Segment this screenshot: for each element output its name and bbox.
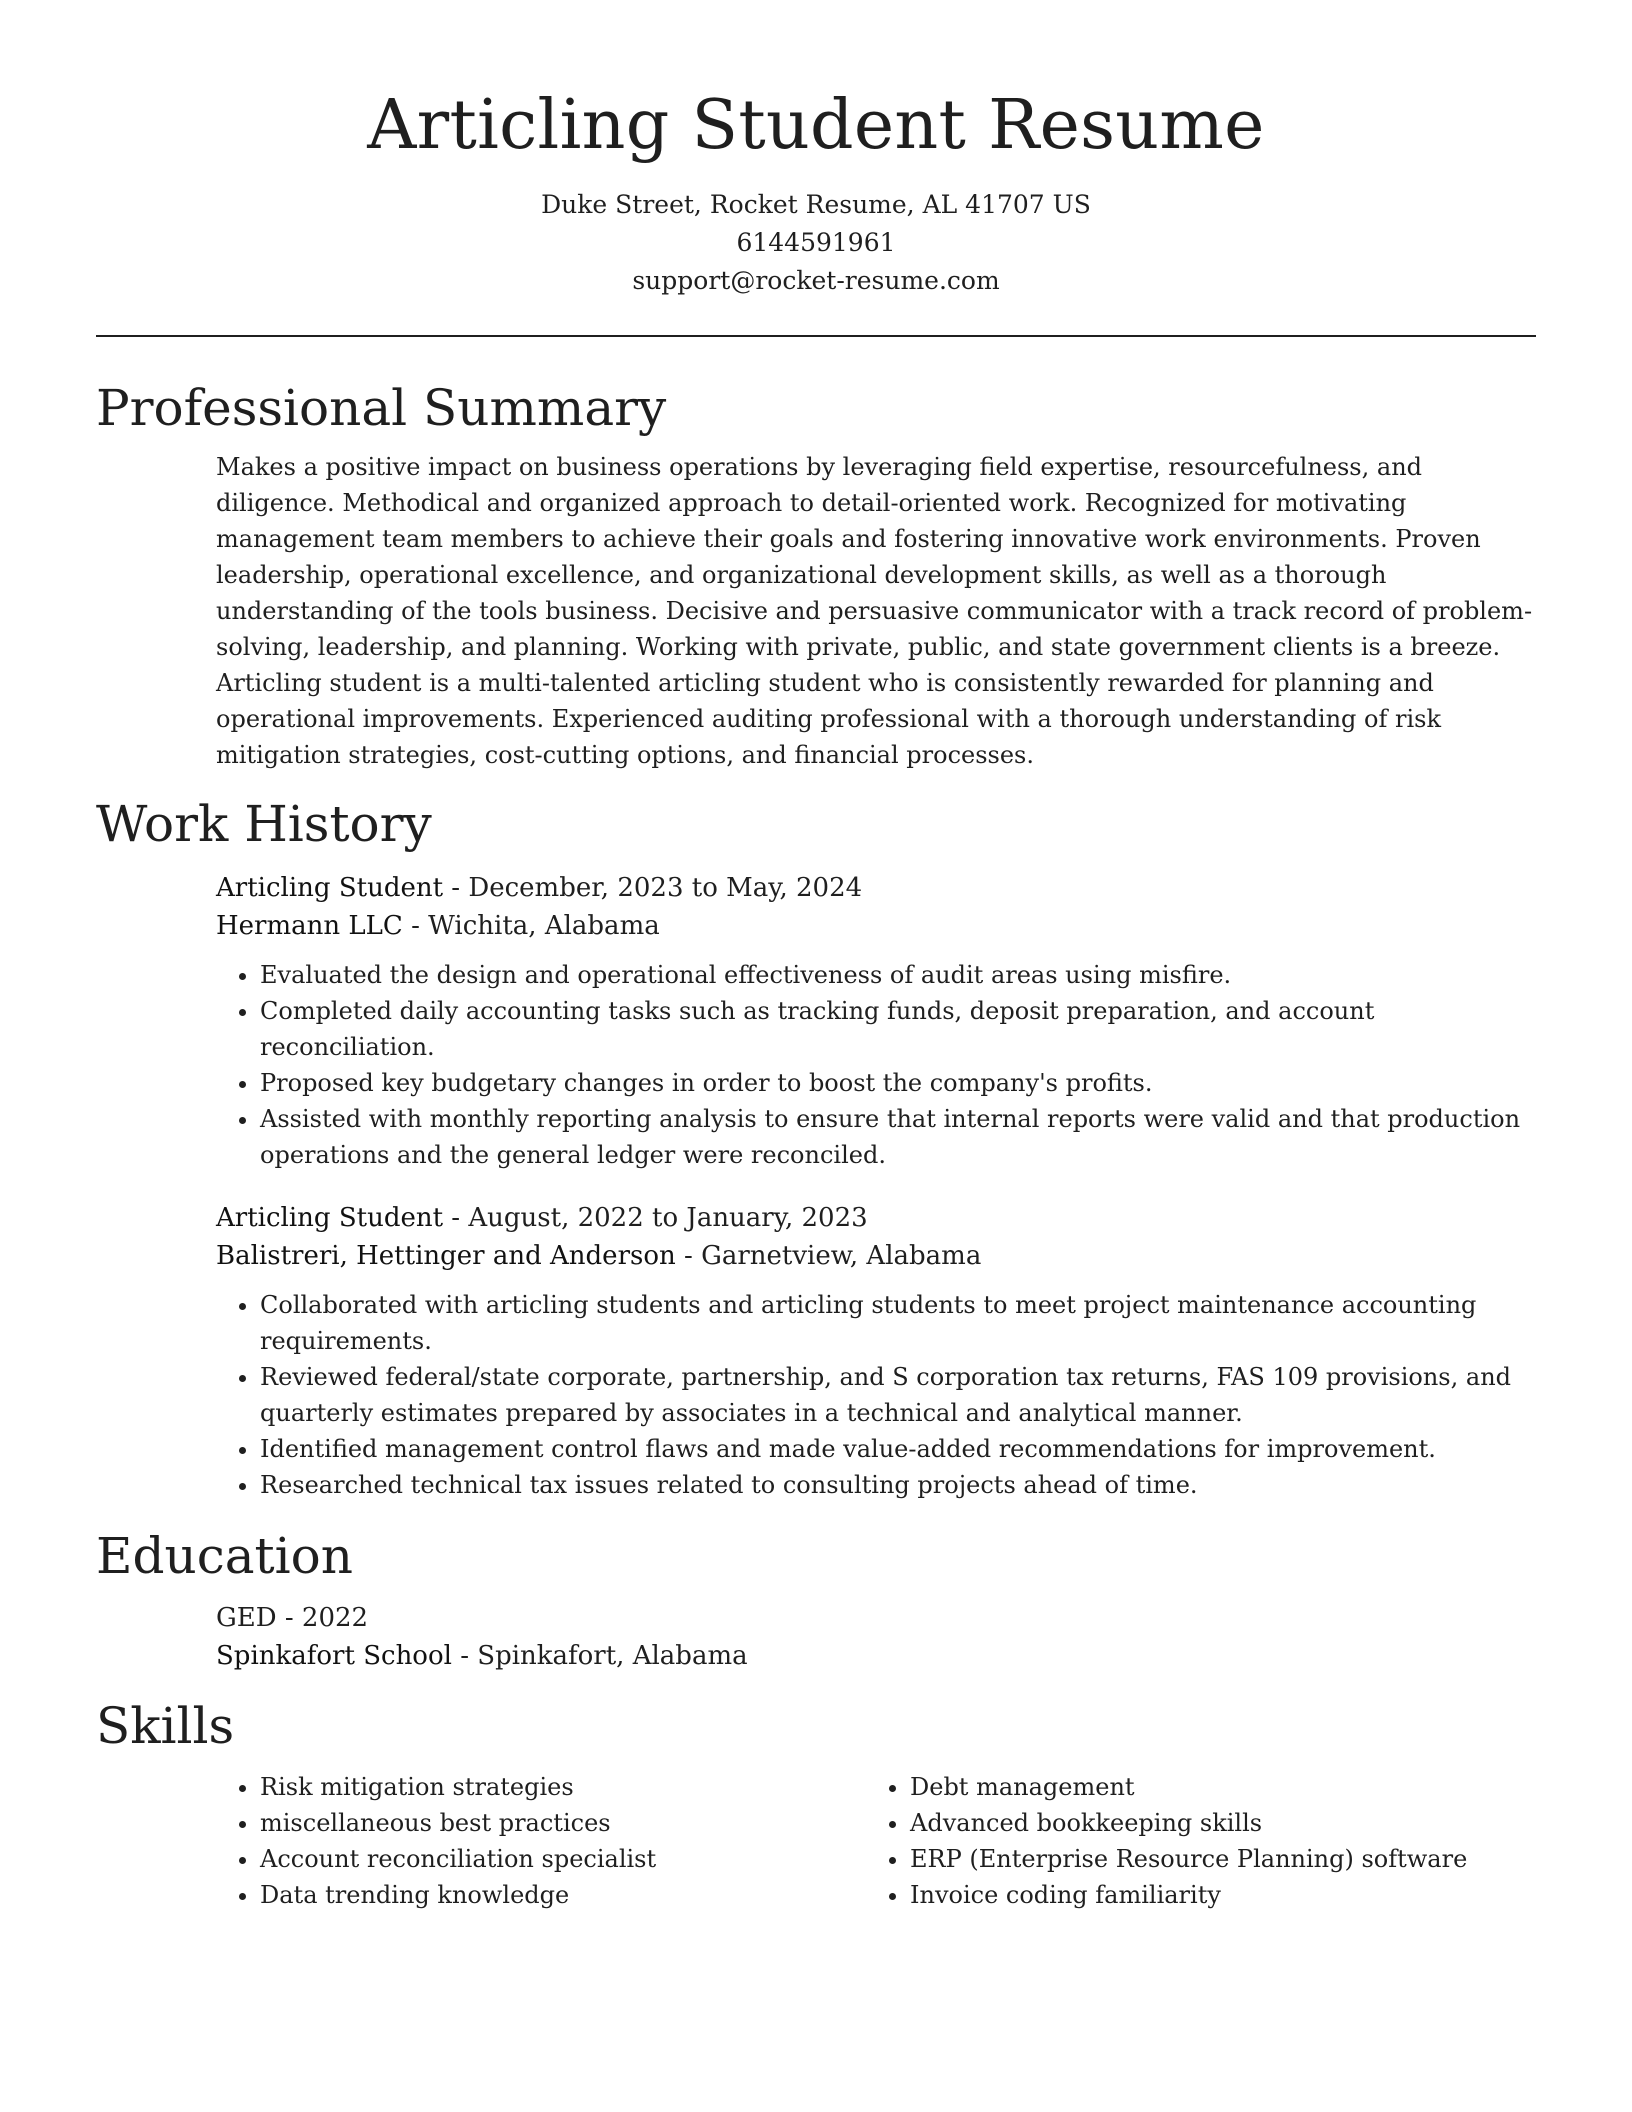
education-school: Spinkafort School <box>216 1641 452 1671</box>
summary-text: Makes a positive impact on business operations by leveraging field expertise, resourcefulness, and diligence. Methodical and organized approach to detail-oriented work. Recognized for motivating management team members to achieve their goals and fostering innovative work environments. Proven leadership, operational excellence, and organizational development skills, as well as a thorough understanding of the tools business. Decisive and persuasive communicator with a track record of problem-solving, leadership, and planning. Working with private, public, and state government clients is a breeze. Articling student is a multi-talented articling student who is consistently rewarded for planning and operational improvements. Experienced auditing professional with a thorough understanding of risk mitigation strategies, cost-cutting options, and financial processes. <box>216 453 1533 769</box>
job-role-line <box>216 1199 1536 1237</box>
skills-column-right <box>866 1769 1516 1913</box>
section-title-education: Education <box>96 1527 353 1585</box>
list-item: • Evaluated the design and operational effectiveness of audit areas using misfire. <box>260 957 1536 993</box>
job-dates: - August, 2022 to January, 2023 <box>443 1203 868 1233</box>
contact-address: Duke Street, Rocket Resume, AL 41707 US <box>541 190 1091 219</box>
job-company: Balistreri, Hettinger and Anderson <box>216 1241 676 1271</box>
skills-columns <box>216 1769 1536 1913</box>
job-role-line <box>216 869 1536 907</box>
list-item: • Collaborated with articling students and articling students to meet project maintenance accounting requirements. <box>260 1287 1536 1359</box>
list-item: • Completed daily accounting tasks such as tracking funds, deposit preparation, and account reconciliation. <box>260 993 1536 1065</box>
skill-item: • miscellaneous best practices <box>260 1805 866 1841</box>
skills-body <box>96 1769 1536 1913</box>
skills-list <box>866 1769 1516 1913</box>
list-item: • Identified management control flaws and made value-added recommendations for improvement. <box>260 1431 1536 1467</box>
contact-block <box>96 186 1536 300</box>
skill-item: • Advanced bookkeeping skills <box>910 1805 1516 1841</box>
job-dates: - December, 2023 to May, 2024 <box>443 873 863 903</box>
list-item: • Researched technical tax issues related to consulting projects ahead of time. <box>260 1467 1536 1503</box>
job-bullets <box>216 957 1536 1173</box>
education-body <box>96 1599 1536 1675</box>
skill-item: • ERP (Enterprise Resource Planning) software <box>910 1841 1516 1877</box>
section-title-work-history: Work History <box>96 795 432 853</box>
contact-email: support@rocket-resume.com <box>632 266 1000 295</box>
list-item: • Proposed key budgetary changes in order to boost the company's profits. <box>260 1065 1536 1101</box>
skill-item: • Invoice coding familiarity <box>910 1877 1516 1913</box>
job-company: Hermann LLC <box>216 911 403 941</box>
resume-header <box>96 82 1536 300</box>
section-title-skills: Skills <box>96 1697 235 1755</box>
education-school-line <box>216 1637 1536 1675</box>
skill-item: • Data trending knowledge <box>260 1877 866 1913</box>
skill-item: • Account reconciliation specialist <box>260 1841 866 1877</box>
list-item: • Reviewed federal/state corporate, partnership, and S corporation tax returns, FAS 109 provisions, and quarterly estimates prepared by associates in a technical and analytical manner. <box>260 1359 1536 1431</box>
list-item: • Assisted with monthly reporting analysis to ensure that internal reports were valid and that production operations and the general ledger were reconciled. <box>260 1101 1536 1173</box>
job-bullets <box>216 1287 1536 1503</box>
skills-list <box>216 1769 866 1913</box>
skills-column-left <box>216 1769 866 1913</box>
section-title-summary: Professional Summary <box>96 379 667 437</box>
resume-title: Articling Student Resume <box>367 86 1265 165</box>
job-entry <box>216 869 1536 1173</box>
job-location: - Wichita, Alabama <box>402 911 660 941</box>
job-location: - Garnetview, Alabama <box>675 1241 982 1271</box>
job-company-line <box>216 907 1536 945</box>
job-role: Articling Student <box>216 1203 444 1233</box>
job-role: Articling Student <box>216 873 444 903</box>
job-company-line <box>216 1237 1536 1275</box>
skill-item: • Debt management <box>910 1769 1516 1805</box>
education-degree: GED - 2022 <box>216 1603 369 1633</box>
contact-phone: 6144591961 <box>736 228 896 257</box>
education-location: - Spinkafort, Alabama <box>451 1641 748 1671</box>
job-entry <box>216 1199 1536 1503</box>
work-history-body <box>96 869 1536 1503</box>
skill-item: • Risk mitigation strategies <box>260 1769 866 1805</box>
header-divider <box>96 335 1536 337</box>
